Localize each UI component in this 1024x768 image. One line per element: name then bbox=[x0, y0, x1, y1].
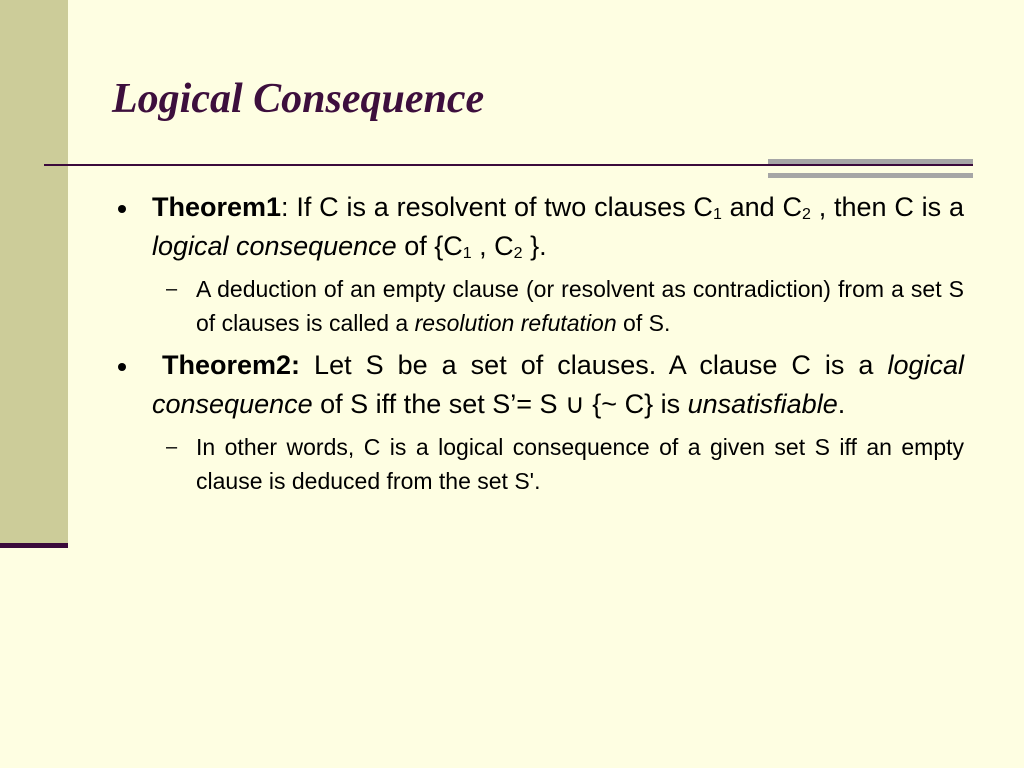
left-decorative-bar bbox=[0, 0, 68, 545]
theorem1-label: Theorem1 bbox=[152, 192, 282, 222]
left-bar-underline bbox=[0, 543, 68, 548]
slide-content bbox=[112, 188, 964, 498]
bullet-theorem1: Theorem1: If C is a resolvent of two clauses $C_1$ and $C_2$ , then C is a logical consequence of {$C_1$ , $C_2$ }. bbox=[112, 188, 964, 266]
theorem2-label: Theorem2: bbox=[162, 350, 301, 380]
logical-consequence-term: logical consequence bbox=[152, 231, 397, 261]
logical-consequence-term: logical consequence bbox=[152, 350, 964, 419]
resolution-refutation-term: resolution refutation bbox=[414, 310, 617, 336]
bullet-theorem2: Theorem2: Let S be a set of clauses. A clause C is a logical consequence of S iff the set S’= S ∪ {~ C} is unsatisfiable. bbox=[112, 346, 964, 424]
title-accent-lines bbox=[768, 159, 973, 178]
sub-bullet-resolution-refutation: – A deduction of an empty clause (or resolvent as contradiction) from a set S of clauses is called a resolution refutation of S. bbox=[196, 272, 964, 340]
slide-title: Logical Consequence bbox=[112, 76, 485, 122]
unsatisfiable-term: unsatisfiable bbox=[687, 389, 838, 419]
sub-bullet-other-words: – In other words, C is a logical consequence of a given set S iff an empty clause is deduced from the set S'. bbox=[196, 430, 964, 498]
